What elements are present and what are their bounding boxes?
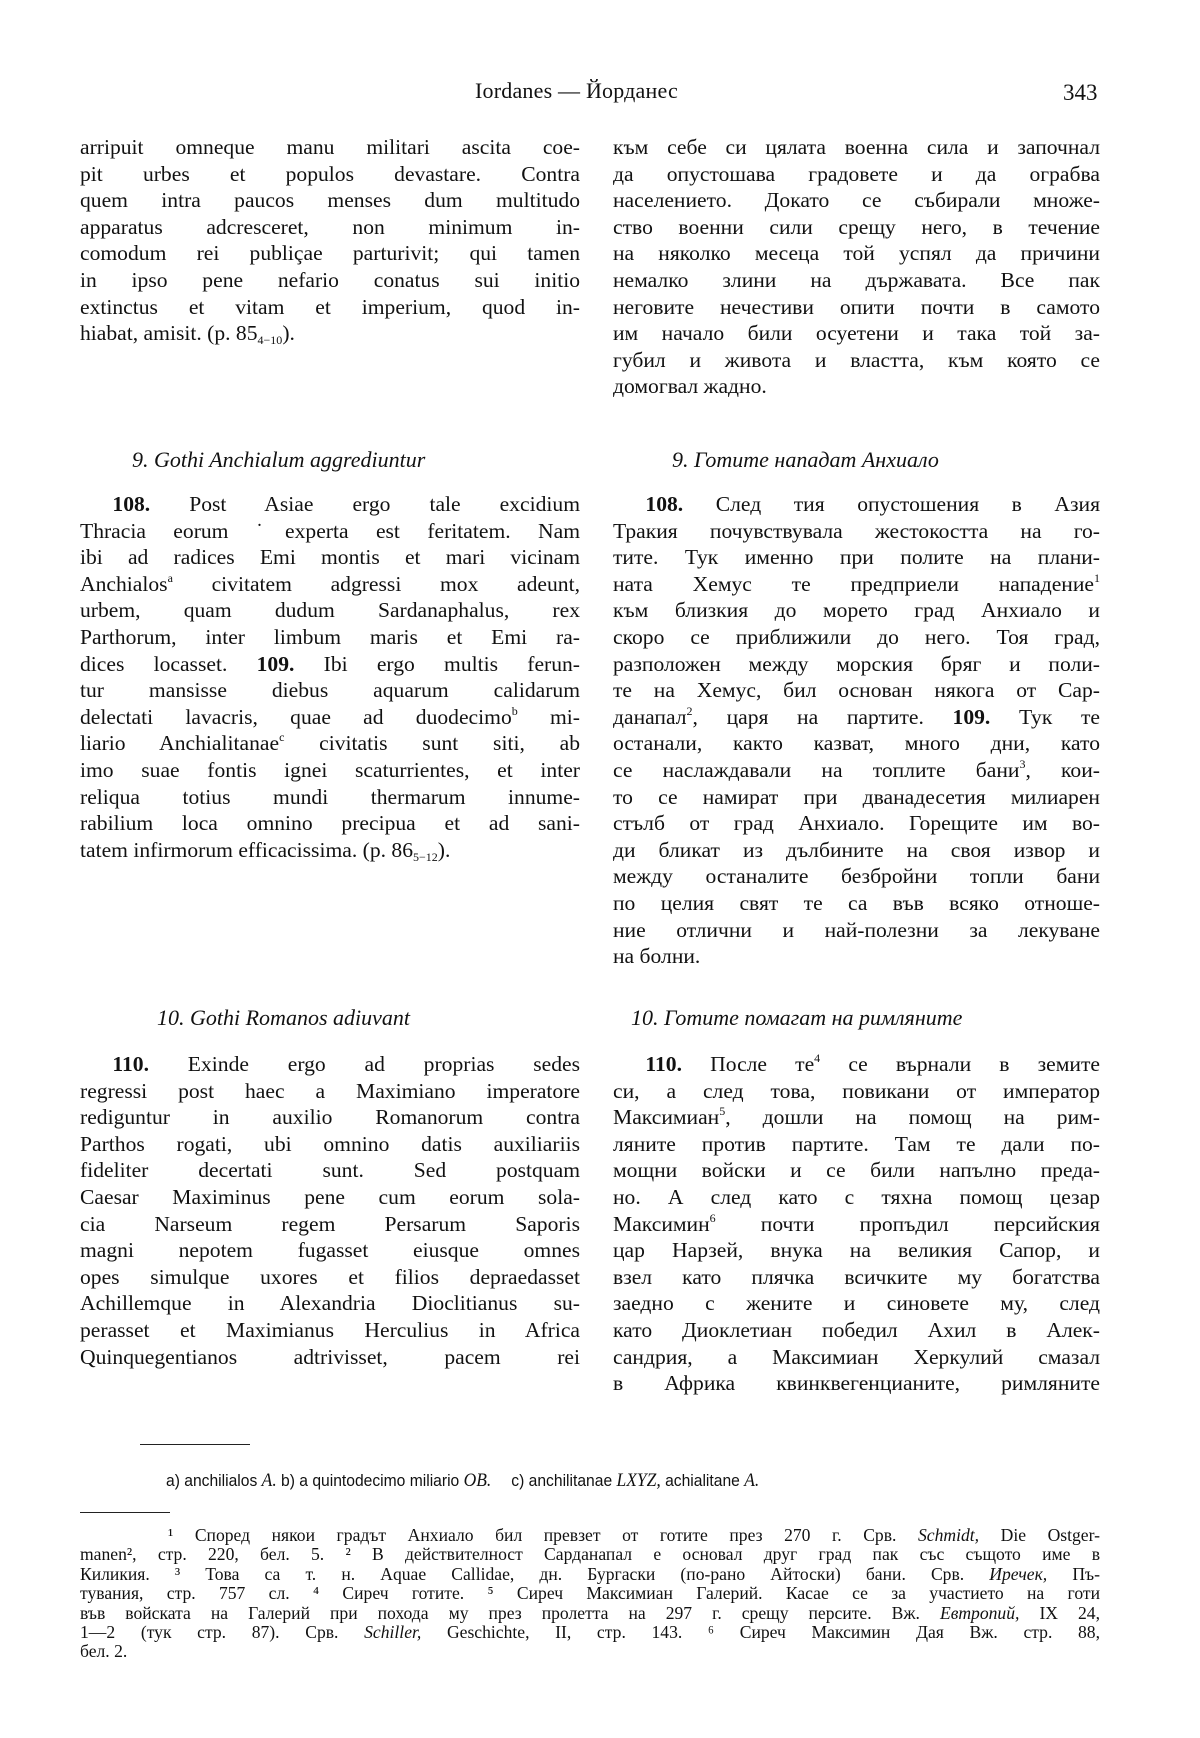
text-line: взел като плячка всичките му богатства: [613, 1264, 1100, 1289]
footnotes: [80, 1526, 1100, 1662]
text-line: [80, 1051, 580, 1078]
text-line: Achillemque in Alexandria Dioclitianus su-: [80, 1291, 580, 1316]
section-9-heading-latin: 9. Gothi Anchialum aggrediuntur: [132, 447, 426, 472]
text-line: rediguntur in auxilio Romanorum contra: [80, 1105, 580, 1130]
manuscript-siglum: OB.: [463, 1470, 492, 1491]
manuscript-siglum: A.: [744, 1470, 760, 1491]
text-line: pit urbes et populos devastare. Contra: [80, 161, 580, 186]
paragraph-number: 109.: [952, 704, 991, 729]
page-ref-subscript: 4−10: [257, 333, 283, 348]
apparatus-variant: achialitane: [665, 1471, 740, 1490]
text: 1—2 (тук стр. 87). Срв.: [80, 1621, 365, 1642]
text-line: по целия свят те са във всяко отноше-: [613, 890, 1100, 915]
text-line: на болни.: [613, 944, 701, 969]
text-line: губил и живота и властта, към която се: [613, 347, 1100, 372]
text-line: arripuit omneque manu militari ascita coe-: [80, 135, 580, 159]
footnote-mark[interactable]: 2: [686, 703, 693, 718]
text: dices locasset.: [80, 651, 228, 676]
text-line: [613, 704, 1100, 731]
paragraph-number: 110.: [112, 1052, 149, 1076]
text-line: fideliter decertati sunt. Sed postquam: [80, 1158, 580, 1183]
footnote-mark[interactable]: 5: [719, 1104, 726, 1119]
text: ¹ Според някои градът Анхиало бил превзет от готите през 270 г. Срв.: [168, 1525, 918, 1545]
latin-paragraph-110: [80, 1051, 580, 1370]
page-ref-subscript: 5−12: [413, 849, 438, 864]
text-line: към близкия до морето град Анхиало и: [613, 598, 1100, 623]
text-line: то се намират при дванадесетия милиарен: [613, 784, 1100, 809]
text-line: [613, 1104, 1100, 1131]
footnote-line: [80, 1526, 1100, 1545]
author-citation: Schiller,: [364, 1621, 422, 1642]
bulgarian-paragraph-108-109: [613, 491, 1100, 970]
text-line: [613, 757, 1100, 784]
text-line: [80, 837, 580, 864]
text-line: opes simulque uxores et filios depraedasset: [80, 1264, 580, 1289]
manuscript-siglum: A.: [261, 1470, 277, 1491]
text-line: in ipso pene nefario conatus sui initio: [80, 267, 580, 292]
page-header: [0, 78, 1200, 108]
text-line: rabilium loca omnino precipua et ad sani-: [80, 811, 580, 836]
section-10-heading-bulgarian: 10. Готите помагат на римляните: [631, 1005, 963, 1030]
text-line: неговите нечестиви опити почти в самото: [613, 294, 1100, 319]
footnote-line: manen², стр. 220, бел. 5. ² В действителност Сарданапал е основал друг град пак със същото име в: [80, 1544, 1100, 1565]
text: ).: [282, 321, 295, 346]
text-line: cia Narseum regem Persarum Saporis: [80, 1211, 580, 1236]
text-line: като Диоклетиан победил Ахил в Алек-: [613, 1317, 1100, 1342]
paragraph-number: 109.: [256, 651, 295, 676]
text-line: extinctus et vitam et imperium, quod in-: [80, 294, 580, 319]
text-line: разположен между морския бряг и поли-: [613, 651, 1100, 676]
text: почти пропъдил персийския: [760, 1211, 1100, 1236]
text: civitatis sunt siti, ab: [319, 731, 580, 756]
footnote-line: [80, 1604, 1100, 1623]
text: Максимин: [613, 1211, 710, 1236]
text: се върнали в земите: [848, 1052, 1100, 1076]
text: mi-: [550, 704, 580, 729]
text: ).: [437, 837, 451, 862]
apparatus-mark: b: [511, 703, 518, 718]
text: liario Anchialitanae: [80, 731, 280, 756]
text: civitatem adgressi mox adeunt,: [211, 571, 580, 596]
paragraph-number: 108.: [112, 492, 151, 516]
text-line: но. А след като с тяхна помощ цезар: [613, 1184, 1100, 1209]
text-line: [613, 571, 1100, 598]
latin-intro-paragraph: [80, 134, 580, 347]
text: , царя на партите.: [692, 704, 924, 729]
text-line: стълб от град Анхиало. Горещите им во-: [613, 811, 1100, 836]
manuscript-siglum: LXYZ,: [616, 1470, 661, 1491]
text: Anchialos: [80, 571, 168, 596]
text: във войската на Галерий при похода му през пролетта на 297 г. срещу персите. Вж.: [80, 1602, 940, 1623]
footnote-mark[interactable]: 6: [709, 1210, 716, 1225]
text: hiabat, amisit. (p. 85: [80, 321, 258, 346]
text-line: населението. Докато се събирали множе-: [613, 188, 1100, 213]
text-line: към себе си цялата военна сила и започнал: [613, 135, 1100, 159]
text-line: ляните против партите. Там те дали по-: [613, 1131, 1100, 1156]
apparatus-entry-b: b) a quintodecimo miliario: [281, 1471, 460, 1490]
text: Ibi ergo multis ferun-: [323, 651, 581, 676]
text-line: comodum rei publiçae parturivit; qui tamen: [80, 241, 580, 266]
text-line: [80, 571, 580, 598]
text-line: те на Хемус, бил основан някога от Сар-: [613, 678, 1100, 703]
paragraph-number: 108.: [645, 492, 684, 516]
text: , кои-: [1025, 757, 1100, 782]
text-line: Thracia eorum ˙experta est feritatem. Nam: [80, 518, 580, 543]
bulgarian-paragraph-110: [613, 1051, 1100, 1397]
text-line: quem intra paucos menses dum multitudo: [80, 188, 580, 213]
text-line: ство военни сили срещу него, в течение: [613, 214, 1100, 239]
text: Exinde ergo ad proprias sedes: [187, 1052, 580, 1076]
text: tatem infirmorum efficacissima. (p. 86: [80, 837, 414, 862]
text-line: Parthorum, inter limbum maris et Emi ra-: [80, 624, 580, 649]
text: Максимиан: [613, 1105, 720, 1130]
text: Киликия. ³ Това са т. н. Aquae Callidae, дн. Бургаски (по-рано Айтоски) бани. Срв.: [80, 1563, 990, 1584]
text-line: urbem, quam dudum Sardanaphalus, rex: [80, 598, 580, 623]
text-line: Caesar Maximinus pene cum eorum sola-: [80, 1184, 580, 1209]
footnote-mark[interactable]: 4: [814, 1051, 821, 1065]
footnote-line: тувания, стр. 757 сл. ⁴ Сиреч готите. ⁵ Сиреч Максимиан Галерий. Касае се за участието на готи: [80, 1583, 1100, 1604]
text-line: tur mansisse diebus aquarum calidarum: [80, 678, 580, 703]
author-citation: Иречек,: [989, 1563, 1048, 1584]
apparatus-mark: a: [167, 570, 173, 585]
section-9-heading-bulgarian: 9. Готите нападат Анхиало: [672, 447, 939, 472]
footnote-divider: [80, 1512, 170, 1513]
text-line: немалко злини на държавата. Все пак: [613, 267, 1100, 292]
text-line: imo suae fontis ignei scaturrientes, et inter: [80, 757, 580, 782]
footnote-mark[interactable]: 1: [1094, 570, 1100, 585]
text: После те: [710, 1052, 815, 1076]
text-line: им начало били осуетени и така той за-: [613, 321, 1100, 346]
text-line: Parthos rogati, ubi omnino datis auxiliariis: [80, 1131, 580, 1156]
text: След тия опустошения в Азия: [715, 492, 1101, 516]
apparatus-mark: c: [279, 730, 285, 745]
text-line: [80, 704, 580, 731]
text-line: сандрия, а Максимиан Херкулий смазал: [613, 1344, 1100, 1369]
text-line: [613, 1211, 1100, 1238]
text-line: [80, 730, 580, 757]
text-line: [613, 491, 1100, 518]
text: delectati lavacris, quae ad duodecimo: [80, 704, 512, 729]
text-line: останали, както казват, много дни, като: [613, 731, 1100, 756]
text: Post Asiae ergo tale excidium: [189, 492, 580, 516]
text-line: цар Нарзей, внука на великия Сапор, и: [613, 1238, 1100, 1263]
text: Die Ostger-: [979, 1525, 1100, 1545]
paragraph-number: 110.: [645, 1052, 682, 1076]
author-citation: Schmidt,: [917, 1525, 980, 1545]
author-citation: Евтропий,: [939, 1602, 1020, 1623]
bulgarian-intro-paragraph: [613, 134, 1100, 400]
text-line: [613, 1051, 1100, 1078]
text-line: мощни войски и се били напълно преда-: [613, 1158, 1100, 1183]
text-line: на няколко месеца той успял да причини: [613, 241, 1100, 266]
text-line: скоро се приближили до него. Тоя град,: [613, 624, 1100, 649]
text-line: [80, 320, 580, 347]
text-line: тите. Тук именно при полите на плани-: [613, 545, 1100, 570]
text-line: Тракия почувствувала жестокостта на го-: [613, 518, 1100, 543]
text: Пъ-: [1047, 1563, 1100, 1584]
text-line: ди бликат из дълбините на своя извор и: [613, 837, 1100, 862]
text: данапал: [613, 704, 687, 729]
latin-paragraph-108-109: [80, 491, 580, 863]
text-line: в Африка квинквегенцианите, римляните: [613, 1371, 1100, 1396]
text: IX 24,: [1019, 1602, 1101, 1623]
text-line: regressi post haec a Maximiano imperatore: [80, 1078, 580, 1103]
text-line: magni nepotem fugasset eiusque omnes: [80, 1238, 580, 1263]
text-line: между останалите безбройни топли бани: [613, 864, 1100, 889]
text-line: да опустошава градовете и да ограбва: [613, 161, 1100, 186]
text-line: заедно с жените и синовете му, след: [613, 1291, 1100, 1316]
text-line: ние отлични и най-полезни за лекуване: [613, 917, 1100, 942]
text: се наслаждавали на топлите бани: [613, 757, 1020, 782]
apparatus-divider: [140, 1444, 250, 1445]
text-line: perasset et Maximianus Herculius in Africa: [80, 1317, 580, 1342]
text-line: Quinquegentianos adtrivisset, pacem rei: [80, 1344, 580, 1369]
footnote-line: бел. 2.: [80, 1641, 128, 1662]
text-line: apparatus adcresceret, non minimum in-: [80, 214, 580, 239]
apparatus-entry-a: a) anchilialos: [166, 1471, 258, 1490]
text-line: [80, 651, 580, 678]
footnote-mark[interactable]: 3: [1019, 756, 1026, 771]
text-line: reliqua totius mundi thermarum innume-: [80, 784, 580, 809]
text: Тук те: [1018, 704, 1100, 729]
footnote-line: [80, 1623, 1100, 1642]
running-title: Iordanes — Йорданес: [475, 78, 678, 103]
section-10-heading-latin: 10. Gothi Romanos adiuvant: [157, 1005, 410, 1030]
text: , дошли на помощ на рим-: [725, 1105, 1100, 1130]
text-line: домогвал жадно.: [613, 374, 767, 399]
text: ната Хемус те предприели нападение: [613, 571, 1094, 596]
text: Geschichte, II, стр. 143. ⁶ Сиреч Максимин Дая Вж. стр. 88,: [421, 1621, 1100, 1642]
apparatus-entry-c: c) anchilitanae: [511, 1471, 613, 1490]
footnote-line: [80, 1565, 1100, 1584]
text-line: си, а след това, повикани от император: [613, 1078, 1100, 1103]
page-number: 343: [1063, 80, 1098, 105]
text-line: [80, 491, 580, 518]
text-line: ibi ad radices Emi montis et mari vicinam: [80, 545, 580, 570]
critical-apparatus: [166, 1470, 759, 1492]
